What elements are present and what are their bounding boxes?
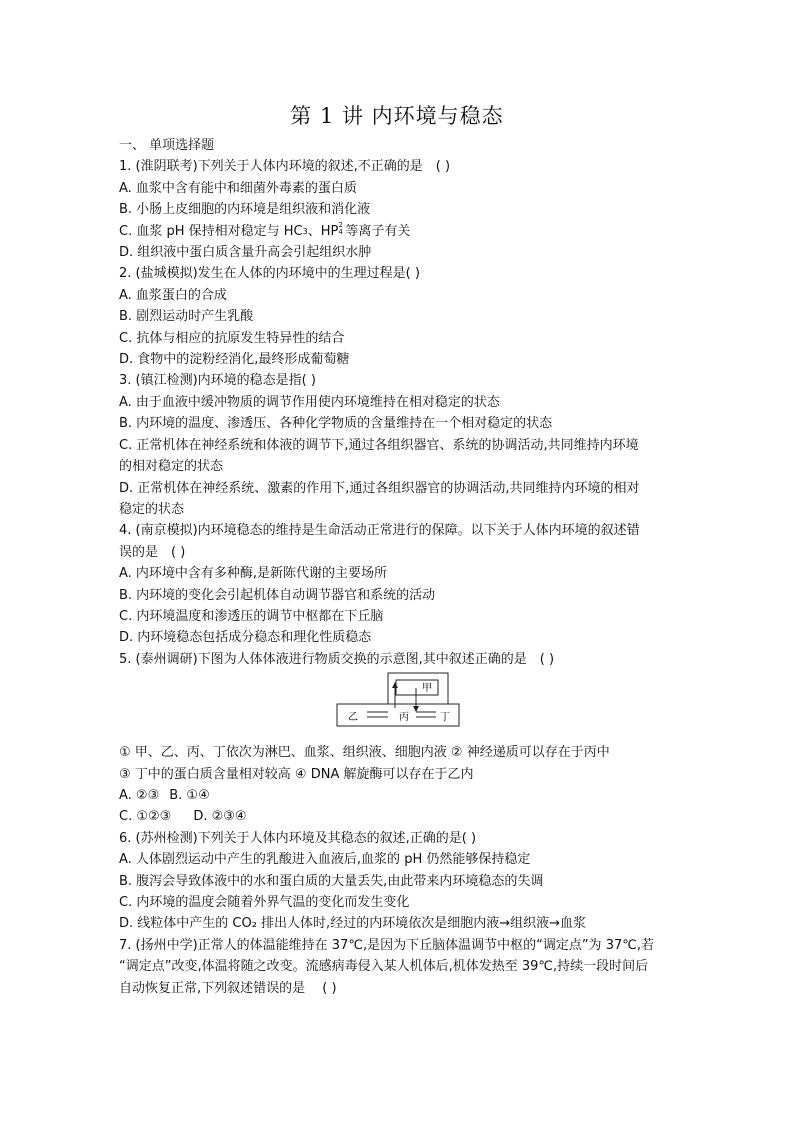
q6-stem: 6. (苏州检测)下列关于人体内环境及其稳态的叙述,正确的是( ) xyxy=(119,830,477,846)
q5-stem: 5. (泰州调研)下图为人体体液进行物质交换的示意图,其中叙述正确的是 ( ) xyxy=(119,651,555,667)
q1-option-c xyxy=(119,221,679,242)
diagram-label-ding: 丁 xyxy=(440,712,450,724)
q1-option-b: B. 小肠上皮细胞的内环境是组织液和消化液 xyxy=(119,202,371,218)
q1-ion-sup2: 2 xyxy=(338,220,343,229)
q1-ion-sub1: 3 xyxy=(302,226,308,236)
q5-option-d: D. ②③④ xyxy=(193,809,247,825)
q5-statement-1: ① 甲、乙、丙、丁依次为淋巴、血浆、组织液、细胞内液 ② 神经递质可以存在于丙中 xyxy=(119,745,610,761)
q5-option-c: C. ①②③ xyxy=(119,809,172,825)
q3-option-a: A. 由于血液中缓冲物质的调节作用使内环境维持在相对稳定的状态 xyxy=(119,394,500,410)
q6-option-c: C. 内环境的温度会随着外界气温的变化而发生变化 xyxy=(119,895,410,910)
q3-stem: 3. (镇江检测)内环境的稳态是指( ) xyxy=(119,373,316,389)
diagram-arrowhead-up xyxy=(392,682,398,688)
page-title: 第 1 讲 内环境与稳态 xyxy=(290,104,504,128)
q7-stem-line3: 自动恢复正常,下列叙述错误的是 ( ) xyxy=(119,980,337,996)
q1-option-c-end: 等离子有关 xyxy=(345,223,411,239)
q5-statement-2: ③ 丁中的蛋白质含量相对较高 ④ DNA 解旋酶可以存在于乙内 xyxy=(119,766,474,782)
q1-option-c-mid: 、HP xyxy=(307,223,339,239)
body-fluid-diagram-svg xyxy=(336,672,462,728)
diagram-label-yi: 乙 xyxy=(348,712,358,724)
section-heading: 一、 单项选择题 xyxy=(119,138,215,153)
q4-option-a: A. 内环境中含有多种酶,是新陈代谢的主要场所 xyxy=(119,566,388,582)
q6-option-d: D. 线粒体中产生的 CO₂ 排出人体时,经过的内环境依次是细胞内液→组织液→血浆 xyxy=(119,916,586,932)
q6-option-b: B. 腹泻会导致体液中的水和蛋白质的大量丢失,由此带来内环境稳态的失调 xyxy=(119,873,544,889)
q2-option-d: D. 食物中的淀粉经消化,最终形成葡萄糖 xyxy=(119,352,350,368)
diagram-arrowhead-down xyxy=(413,706,419,712)
q2-option-a: A. 血浆蛋白的合成 xyxy=(119,287,227,303)
q1-option-a: A. 血浆中含有能中和细菌外毒素的蛋白质 xyxy=(119,180,357,196)
q5-options-ab xyxy=(119,785,679,806)
q3-option-d-line2: 稳定的状态 xyxy=(119,501,185,517)
q2-option-b: B. 剧烈运动时产生乳酸 xyxy=(119,309,254,325)
q1-option-d: D. 组织液中蛋白质含量升高会引起组织水肿 xyxy=(119,245,372,261)
q4-option-d: D. 内环境稳态包括成分稳态和理化性质稳态 xyxy=(119,630,372,646)
q7-stem-line1: 7. (扬州中学)正常人的体温能维持在 37℃,是因为下丘脑体温调节中枢的“调定点”为 37℃,若 xyxy=(119,937,654,953)
q4-option-b: B. 内环境的变化会引起机体自动调节器官和系统的活动 xyxy=(119,587,436,603)
q1-stem: 1. (淮阴联考)下列关于人体内环境的叙述,不正确的是 ( ) xyxy=(119,159,451,175)
q4-stem-line2: 误的是 ( ) xyxy=(119,544,186,560)
q2-stem: 2. (盐城模拟)发生在人体的内环境中的生理过程是( ) xyxy=(119,266,420,282)
q4-option-c: C. 内环境温度和渗透压的调节中枢都在下丘脑 xyxy=(119,608,384,624)
q3-option-d-line1: D. 正常机体在神经系统、激素的作用下,通过各组织器官的协调活动,共同维持内环境的相对 xyxy=(119,480,640,496)
q3-option-b: B. 内环境的温度、渗透压、各种化学物质的含量维持在一个相对稳定的状态 xyxy=(119,416,553,432)
q1-option-c-text: C. 血浆 pH 保持相对稳定与 HC xyxy=(119,223,303,239)
q6-option-a: A. 人体剧烈运动中产生的乳酸进入血液后,血浆的 pH 仍然能够保持稳定 xyxy=(119,852,531,868)
q3-option-c-line2: 的相对稳定的状态 xyxy=(119,459,224,475)
q4-stem-line1: 4. (南京模拟)内环境稳态的维持是生命活动正常进行的保障。以下关于人体内环境的叙述错 xyxy=(119,523,640,539)
q1-ion-sub2: 4 xyxy=(338,227,343,236)
question-list xyxy=(119,135,679,999)
q3-option-c-line1: C. 正常机体在神经系统和体液的调节下,通过各组织器官、系统的协调活动,共同维持内环境 xyxy=(119,437,639,453)
body-fluid-diagram xyxy=(119,672,679,734)
q7-stem-line2: “调定点”改变,体温将随之改变。流感病毒侵入某人机体后,机体发热至 39℃,持续一段时间后 xyxy=(119,959,649,975)
q5-option-b: B. ①④ xyxy=(169,787,210,803)
diagram-top-box xyxy=(388,673,448,704)
diagram-label-jia: 甲 xyxy=(422,683,432,695)
q1-ion-script xyxy=(338,220,345,236)
diagram-label-bing: 丙 xyxy=(399,712,409,724)
q5-option-a: A. ②③ xyxy=(119,787,160,803)
q5-options-cd xyxy=(119,806,679,827)
q2-option-c: C. 抗体与相应的抗原发生特异性的结合 xyxy=(119,330,345,346)
